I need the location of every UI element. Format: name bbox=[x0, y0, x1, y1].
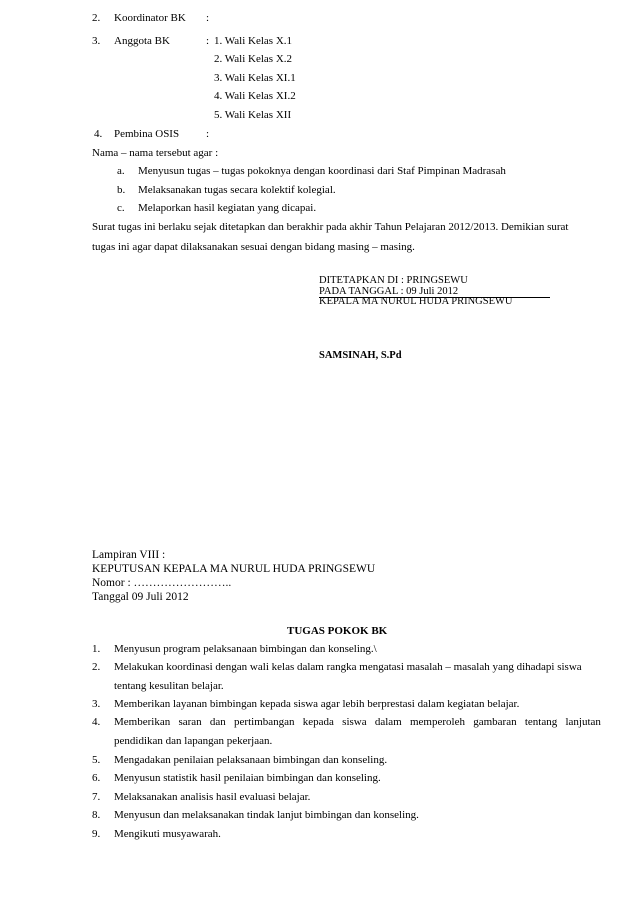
tugas-number: 1. bbox=[92, 643, 101, 655]
tugas-number: 5. bbox=[92, 754, 101, 766]
lampiran-label: Lampiran VIII : bbox=[92, 549, 166, 561]
tugas-number: 4. bbox=[92, 716, 101, 728]
instruction-letter: a. bbox=[117, 165, 125, 177]
tugas-number: 3. bbox=[92, 698, 101, 710]
signature-place: DITETAPKAN DI : PRINGSEWU bbox=[319, 275, 468, 286]
tugas-text: tentang kesulitan belajar. bbox=[114, 680, 224, 692]
lampiran-tanggal: Tanggal 09 Juli 2012 bbox=[92, 591, 189, 603]
anggota-member: 4. Wali Kelas XI.2 bbox=[214, 90, 296, 102]
closing-line: Surat tugas ini berlaku sejak ditetapkan dan berakhir pada akhir Tahun Pelajaran 2012/2013. Demikian surat bbox=[92, 221, 569, 233]
signature-name: SAMSINAH, S.Pd bbox=[319, 350, 402, 361]
tugas-number: 7. bbox=[92, 791, 101, 803]
tugas-title: TUGAS POKOK BK bbox=[287, 625, 388, 637]
tugas-number: 2. bbox=[92, 661, 101, 673]
tugas-text: Menyusun dan melaksanakan tindak lanjut bimbingan dan konseling. bbox=[114, 809, 419, 821]
tugas-text: Menyusun program pelaksanaan bimbingan dan konseling.\ bbox=[114, 643, 377, 655]
tugas-number: 6. bbox=[92, 772, 101, 784]
closing-line: tugas ini agar dapat dilaksanakan sesuai dengan bidang masing – masing. bbox=[92, 241, 415, 253]
anggota-member: 5. Wali Kelas XII bbox=[214, 109, 292, 121]
lampiran-nomor: Nomor : …………………….. bbox=[92, 577, 232, 589]
tugas-text: pendidikan dan lapangan pekerjaan. bbox=[114, 735, 273, 747]
anggota-colon: : bbox=[206, 35, 210, 47]
lampiran-keputusan: KEPUTUSAN KEPALA MA NURUL HUDA PRINGSEWU bbox=[92, 563, 376, 575]
instruction-letter: c. bbox=[117, 202, 125, 214]
tugas-number: 9. bbox=[92, 828, 101, 840]
tugas-text: Memberikan saran dan pertimbangan kepada siswa dalam memperoleh gambaran tentang lanjutan bbox=[114, 716, 601, 728]
anggota-label: Anggota BK bbox=[114, 35, 170, 47]
pembina-colon: : bbox=[206, 128, 210, 140]
instructions-intro: Nama – nama tersebut agar : bbox=[92, 147, 219, 159]
tugas-text: Mengadakan penilaian pelaksanaan bimbingan dan konseling. bbox=[114, 754, 388, 766]
anggota-number: 3. bbox=[92, 35, 101, 47]
instruction-text: Menyusun tugas – tugas pokoknya dengan koordinasi dari Staf Pimpinan Madrasah bbox=[138, 165, 506, 177]
tugas-text: Mengikuti musyawarah. bbox=[114, 828, 221, 840]
instruction-letter: b. bbox=[117, 184, 126, 196]
pembina-number: 4. bbox=[94, 128, 103, 140]
tugas-text: Menyusun statistik hasil penilaian bimbingan dan konseling. bbox=[114, 772, 381, 784]
koordinator-label: Koordinator BK bbox=[114, 12, 186, 24]
anggota-member: 1. Wali Kelas X.1 bbox=[214, 35, 293, 47]
anggota-member: 3. Wali Kelas XI.1 bbox=[214, 72, 296, 84]
tugas-number: 8. bbox=[92, 809, 101, 821]
anggota-member: 2. Wali Kelas X.2 bbox=[214, 53, 293, 65]
koordinator-number: 2. bbox=[92, 12, 101, 24]
tugas-text: Melakukan koordinasi dengan wali kelas dalam rangka mengatasi masalah – masalah yang dihadapi siswa bbox=[114, 661, 582, 673]
koordinator-colon: : bbox=[206, 12, 210, 24]
tugas-text: Memberikan layanan bimbingan kepada siswa agar lebih berprestasi dalam kegiatan belajar. bbox=[114, 698, 520, 710]
signature-date: PADA TANGGAL : 09 Juli 2012 bbox=[319, 286, 459, 297]
pembina-label: Pembina OSIS bbox=[114, 128, 180, 140]
instruction-text: Melaporkan hasil kegiatan yang dicapai. bbox=[138, 202, 317, 214]
instruction-text: Melaksanakan tugas secara kolektif kolegial. bbox=[138, 184, 336, 196]
tugas-text: Melaksanakan analisis hasil evaluasi belajar. bbox=[114, 791, 311, 803]
signature-position: KEPALA MA NURUL HUDA PRINGSEWU bbox=[319, 296, 513, 307]
